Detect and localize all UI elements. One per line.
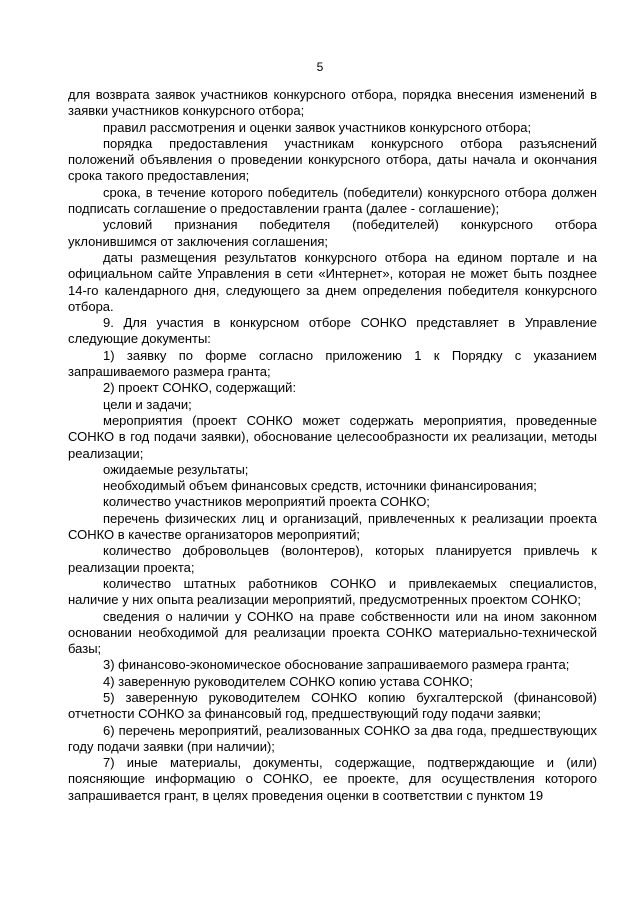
paragraph: 5) заверенную руководителем СОНКО копию бухгалтерской (финансовой) отчетности СОНКО за финансовый год, предшествующий году подачи заявки; [68, 689, 597, 722]
paragraph: перечень физических лиц и организаций, привлеченных к реализации проекта СОНКО в качестве организаторов мероприятий; [68, 510, 597, 543]
paragraph: сведения о наличии у СОНКО на праве собственности или на ином законном основании необходимой для реализации проекта СОНКО материально-технической базы; [68, 608, 597, 657]
paragraph: 7) иные материалы, документы, содержащие, подтверждающие и (или) поясняющие информацию о СОНКО, ее проекте, для осуществления которого запрашивается грант, в целях проведения оценки в соответствии с пунктом 19 [68, 755, 597, 803]
paragraph: 3) финансово-экономическое обоснование запрашиваемого размера гранта; [103, 657, 570, 673]
paragraph: количество штатных работников СОНКО и привлекаемых специалистов, наличие у них опыта реализации мероприятий, предусмотренных проектом СОНКО; [68, 575, 597, 608]
paragraph: условий признания победителя (победителей) конкурсного отбора уклонившимся от заключения соглашения; [68, 217, 597, 249]
paragraph: необходимый объем финансовых средств, источники финансирования; [103, 478, 537, 494]
paragraph: 9. Для участия в конкурсном отборе СОНКО представляет в Управление следующие документы: [68, 315, 597, 347]
paragraph: правил рассмотрения и оценки заявок участников конкурсного отбора; [103, 119, 532, 135]
paragraph: ожидаемые результаты; [103, 461, 249, 477]
paragraph: срока, в течение которого победитель (победители) конкурсного отбора должен подписать соглашение о предоставлении гранта (далее - соглашение); [68, 184, 597, 217]
paragraph: количество добровольцев (волонтеров), которых планируется привлечь к реализации проекта; [68, 543, 597, 575]
paragraph: мероприятия (проект СОНКО может содержать мероприятия, проведенные СОНКО в год подачи заявки), обоснование целесообразности их реализации, методы реализации; [68, 412, 597, 461]
page-number: 5 [316, 60, 324, 74]
paragraph: цели и задачи; [103, 396, 192, 412]
paragraph: количество участников мероприятий проекта СОНКО; [103, 494, 430, 510]
paragraph: 4) заверенную руководителем СОНКО копию устава СОНКО; [103, 673, 473, 689]
paragraph: для возврата заявок участников конкурсного отбора, порядка внесения изменений в заявки участников конкурсного отбора; [68, 87, 597, 119]
paragraph: 1) заявку по форме согласно приложению 1 к Порядку с указанием запрашиваемого размера гранта; [68, 347, 597, 380]
paragraph: 2) проект СОНКО, содержащий: [103, 380, 297, 396]
paragraph: порядка предоставления участникам конкурсного отбора разъяснений положений объявления о проведении конкурсного отбора, даты начала и окончания срока такого предоставления; [68, 135, 597, 184]
paragraph: 6) перечень мероприятий, реализованных СОНКО за два года, предшествующих году подачи заявки (при наличии); [68, 722, 597, 754]
paragraph: даты размещения результатов конкурсного отбора на едином портале и на официальном сайте Управления в сети «Интернет», которая не может быть позднее 14-го календарного дня, следующего за днем определения победителя конкурсного отбора. [68, 249, 597, 314]
document-body [68, 87, 597, 804]
